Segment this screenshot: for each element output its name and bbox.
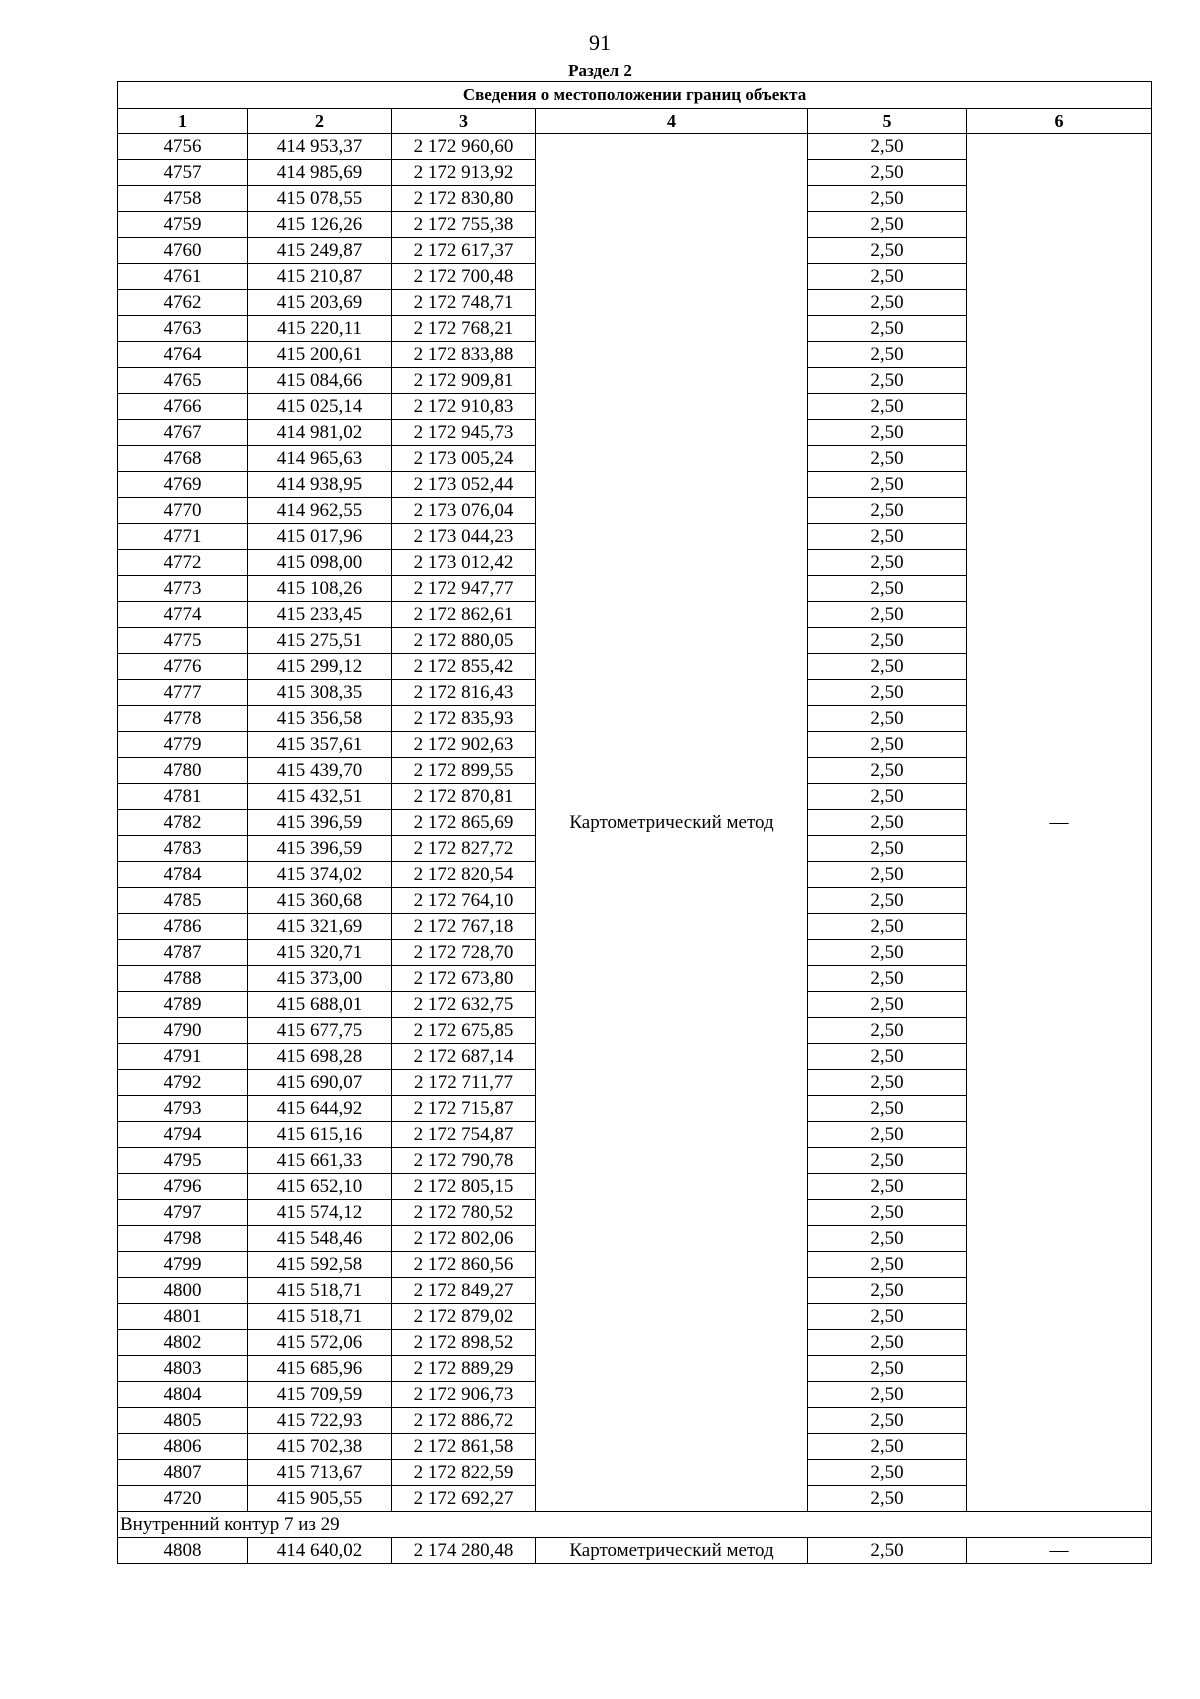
- coordinate-x: 414 981,02: [248, 420, 392, 446]
- point-number: 4795: [118, 1148, 248, 1174]
- coordinate-y: 2 172 617,37: [392, 238, 536, 264]
- point-number: 4806: [118, 1434, 248, 1460]
- coordinate-y: 2 172 827,72: [392, 836, 536, 862]
- coordinate-y: 2 172 768,21: [392, 316, 536, 342]
- coordinate-y: 2 172 675,85: [392, 1018, 536, 1044]
- accuracy: 2,50: [808, 914, 967, 940]
- accuracy: 2,50: [808, 1356, 967, 1382]
- accuracy: 2,50: [808, 966, 967, 992]
- accuracy: 2,50: [808, 420, 967, 446]
- coordinate-y: 2 173 005,24: [392, 446, 536, 472]
- section-title: Раздел 2: [568, 61, 632, 80]
- accuracy: 2,50: [808, 940, 967, 966]
- coordinate-x: 415 210,87: [248, 264, 392, 290]
- column-number-6: 6: [967, 109, 1152, 134]
- point-number: 4786: [118, 914, 248, 940]
- point-number: 4787: [118, 940, 248, 966]
- accuracy: 2,50: [808, 1070, 967, 1096]
- accuracy: 2,50: [808, 628, 967, 654]
- point-number: 4762: [118, 290, 248, 316]
- accuracy: 2,50: [808, 1408, 967, 1434]
- coordinate-x: 415 320,71: [248, 940, 392, 966]
- point-number: 4770: [118, 498, 248, 524]
- coordinate-y: 2 172 822,59: [392, 1460, 536, 1486]
- boundary-table: [117, 81, 1152, 1564]
- accuracy: 2,50: [808, 836, 967, 862]
- accuracy: 2,50: [808, 1044, 967, 1070]
- point-number: 4802: [118, 1330, 248, 1356]
- coordinate-x: 415 548,46: [248, 1226, 392, 1252]
- point-number: 4781: [118, 784, 248, 810]
- column-number-3: 3: [392, 109, 536, 134]
- table-caption: Сведения о местоположении границ объекта: [118, 82, 1152, 109]
- coordinate-x: 415 685,96: [248, 1356, 392, 1382]
- coordinate-x: 415 652,10: [248, 1174, 392, 1200]
- point-number: 4757: [118, 160, 248, 186]
- coordinate-x: 415 702,38: [248, 1434, 392, 1460]
- point-number: 4766: [118, 394, 248, 420]
- point-number: 4789: [118, 992, 248, 1018]
- coordinate-x: 415 321,69: [248, 914, 392, 940]
- point-number: 4798: [118, 1226, 248, 1252]
- point-number: 4796: [118, 1174, 248, 1200]
- coordinate-y: 2 172 960,60: [392, 134, 536, 160]
- point-number: 4756: [118, 134, 248, 160]
- point-number: 4780: [118, 758, 248, 784]
- column-number-2: 2: [248, 109, 392, 134]
- accuracy: 2,50: [808, 706, 967, 732]
- coordinate-y: 2 172 715,87: [392, 1096, 536, 1122]
- coordinate-y: 2 172 632,75: [392, 992, 536, 1018]
- point-number: 4758: [118, 186, 248, 212]
- point-number: 4776: [118, 654, 248, 680]
- column-number-4: 4: [536, 109, 808, 134]
- coordinate-x: 415 233,45: [248, 602, 392, 628]
- coordinate-y: 2 172 899,55: [392, 758, 536, 784]
- accuracy: 2,50: [808, 1096, 967, 1122]
- point-number: 4783: [118, 836, 248, 862]
- table-row: [118, 134, 1152, 160]
- accuracy: 2,50: [808, 342, 967, 368]
- coordinate-x: 415 688,01: [248, 992, 392, 1018]
- accuracy: 2,50: [808, 446, 967, 472]
- accuracy: 2,50: [808, 316, 967, 342]
- contour-body: [118, 1512, 1152, 1564]
- coordinate-x: 415 905,55: [248, 1486, 392, 1512]
- contour-label: Внутренний контур 7 из 29: [118, 1512, 1152, 1538]
- coordinate-y: 2 172 802,06: [392, 1226, 536, 1252]
- point-number: 4778: [118, 706, 248, 732]
- coordinate-y: 2 173 044,23: [392, 524, 536, 550]
- accuracy: 2,50: [808, 992, 967, 1018]
- coordinate-x: 415 308,35: [248, 680, 392, 706]
- point-number: 4779: [118, 732, 248, 758]
- coordinate-y: 2 172 687,14: [392, 1044, 536, 1070]
- coordinate-y: 2 172 830,80: [392, 186, 536, 212]
- coordinate-x: 415 360,68: [248, 888, 392, 914]
- coordinate-x: 415 722,93: [248, 1408, 392, 1434]
- coordinate-x: 415 374,02: [248, 862, 392, 888]
- accuracy: 2,50: [808, 498, 967, 524]
- coordinate-x: 414 962,55: [248, 498, 392, 524]
- coordinate-y: 2 172 909,81: [392, 368, 536, 394]
- table-body: [118, 134, 1152, 1512]
- coordinate-y: 2 173 052,44: [392, 472, 536, 498]
- method-cell: Картометрический метод: [536, 1538, 808, 1564]
- accuracy: 2,50: [808, 810, 967, 836]
- accuracy: 2,50: [808, 550, 967, 576]
- accuracy: 2,50: [808, 524, 967, 550]
- coordinate-y: 2 172 913,92: [392, 160, 536, 186]
- accuracy: 2,50: [808, 602, 967, 628]
- accuracy: 2,50: [808, 680, 967, 706]
- accuracy: 2,50: [808, 368, 967, 394]
- accuracy: 2,50: [808, 186, 967, 212]
- coordinate-y: 2 172 780,52: [392, 1200, 536, 1226]
- note-dash: —: [967, 1538, 1152, 1564]
- point-number: 4768: [118, 446, 248, 472]
- accuracy: 2,50: [808, 1434, 967, 1460]
- point-number: 4805: [118, 1408, 248, 1434]
- coordinate-x: 415 017,96: [248, 524, 392, 550]
- point-number: 4797: [118, 1200, 248, 1226]
- coordinate-y: 2 172 870,81: [392, 784, 536, 810]
- coordinate-y: 2 172 805,15: [392, 1174, 536, 1200]
- coordinate-y: 2 172 728,70: [392, 940, 536, 966]
- accuracy: 2,50: [808, 1382, 967, 1408]
- point-number: 4790: [118, 1018, 248, 1044]
- coordinate-x: 415 439,70: [248, 758, 392, 784]
- accuracy: 2,50: [808, 1122, 967, 1148]
- point-number: 4775: [118, 628, 248, 654]
- coordinate-y: 2 172 910,83: [392, 394, 536, 420]
- coordinate-x: 415 025,14: [248, 394, 392, 420]
- point-number: 4761: [118, 264, 248, 290]
- coordinate-y: 2 172 835,93: [392, 706, 536, 732]
- accuracy: 2,50: [808, 1148, 967, 1174]
- coordinate-x: 415 592,58: [248, 1252, 392, 1278]
- point-number: 4808: [118, 1538, 248, 1564]
- coordinate-y: 2 172 865,69: [392, 810, 536, 836]
- contour-label-row: [118, 1512, 1152, 1538]
- coordinate-y: 2 172 692,27: [392, 1486, 536, 1512]
- coordinate-y: 2 173 076,04: [392, 498, 536, 524]
- coordinate-x: 415 356,58: [248, 706, 392, 732]
- accuracy: 2,50: [808, 238, 967, 264]
- accuracy: 2,50: [808, 290, 967, 316]
- coordinate-x: 415 396,59: [248, 810, 392, 836]
- point-number: 4763: [118, 316, 248, 342]
- coordinate-x: 415 357,61: [248, 732, 392, 758]
- column-number-5: 5: [808, 109, 967, 134]
- accuracy: 2,50: [808, 160, 967, 186]
- point-number: 4788: [118, 966, 248, 992]
- coordinate-y: 2 172 790,78: [392, 1148, 536, 1174]
- point-number: 4720: [118, 1486, 248, 1512]
- coordinate-x: 415 698,28: [248, 1044, 392, 1070]
- coordinate-y: 2 172 880,05: [392, 628, 536, 654]
- coordinate-x: 415 220,11: [248, 316, 392, 342]
- accuracy: 2,50: [808, 862, 967, 888]
- coordinate-x: 415 574,12: [248, 1200, 392, 1226]
- coordinate-x: 414 938,95: [248, 472, 392, 498]
- coordinate-y: 2 172 855,42: [392, 654, 536, 680]
- point-number: 4791: [118, 1044, 248, 1070]
- point-number: 4774: [118, 602, 248, 628]
- coordinate-y: 2 172 754,87: [392, 1122, 536, 1148]
- accuracy: 2,50: [808, 212, 967, 238]
- point-number: 4765: [118, 368, 248, 394]
- point-number: 4777: [118, 680, 248, 706]
- coordinate-y: 2 172 849,27: [392, 1278, 536, 1304]
- coordinate-x: 415 299,12: [248, 654, 392, 680]
- coordinate-y: 2 172 898,52: [392, 1330, 536, 1356]
- point-number: 4773: [118, 576, 248, 602]
- coordinate-x: 415 275,51: [248, 628, 392, 654]
- coordinate-x: 415 396,59: [248, 836, 392, 862]
- accuracy: 2,50: [808, 472, 967, 498]
- coordinate-x: 415 203,69: [248, 290, 392, 316]
- point-number: 4804: [118, 1382, 248, 1408]
- accuracy: 2,50: [808, 1538, 967, 1564]
- point-number: 4801: [118, 1304, 248, 1330]
- contour-row: [118, 1538, 1152, 1564]
- coordinate-x: 414 640,02: [248, 1538, 392, 1564]
- coordinate-y: 2 172 764,10: [392, 888, 536, 914]
- coordinate-x: 415 249,87: [248, 238, 392, 264]
- coordinate-y: 2 172 889,29: [392, 1356, 536, 1382]
- accuracy: 2,50: [808, 394, 967, 420]
- coordinate-x: 415 518,71: [248, 1278, 392, 1304]
- coordinate-x: 415 200,61: [248, 342, 392, 368]
- coordinate-x: 415 126,26: [248, 212, 392, 238]
- coordinate-x: 415 084,66: [248, 368, 392, 394]
- note-dash: —: [967, 134, 1152, 1512]
- point-number: 4771: [118, 524, 248, 550]
- point-number: 4799: [118, 1252, 248, 1278]
- coordinate-x: 415 713,67: [248, 1460, 392, 1486]
- accuracy: 2,50: [808, 758, 967, 784]
- coordinate-x: 415 432,51: [248, 784, 392, 810]
- point-number: 4803: [118, 1356, 248, 1382]
- coordinate-y: 2 172 767,18: [392, 914, 536, 940]
- method-cell: Картометрический метод: [536, 134, 808, 1512]
- coordinate-y: 2 172 945,73: [392, 420, 536, 446]
- coordinate-x: 415 518,71: [248, 1304, 392, 1330]
- accuracy: 2,50: [808, 1330, 967, 1356]
- coordinate-y: 2 172 820,54: [392, 862, 536, 888]
- coordinate-x: 415 078,55: [248, 186, 392, 212]
- point-number: 4759: [118, 212, 248, 238]
- point-number: 4769: [118, 472, 248, 498]
- accuracy: 2,50: [808, 576, 967, 602]
- accuracy: 2,50: [808, 134, 967, 160]
- coordinate-y: 2 172 861,58: [392, 1434, 536, 1460]
- accuracy: 2,50: [808, 264, 967, 290]
- point-number: 4767: [118, 420, 248, 446]
- coordinate-y: 2 172 862,61: [392, 602, 536, 628]
- coordinate-x: 415 644,92: [248, 1096, 392, 1122]
- coordinate-x: 415 709,59: [248, 1382, 392, 1408]
- accuracy: 2,50: [808, 1200, 967, 1226]
- point-number: 4807: [118, 1460, 248, 1486]
- coordinate-x: 414 985,69: [248, 160, 392, 186]
- coordinate-y: 2 172 906,73: [392, 1382, 536, 1408]
- coordinate-y: 2 172 833,88: [392, 342, 536, 368]
- coordinate-y: 2 172 673,80: [392, 966, 536, 992]
- point-number: 4784: [118, 862, 248, 888]
- accuracy: 2,50: [808, 888, 967, 914]
- point-number: 4772: [118, 550, 248, 576]
- column-number-1: 1: [118, 109, 248, 134]
- accuracy: 2,50: [808, 1252, 967, 1278]
- coordinate-x: 415 690,07: [248, 1070, 392, 1096]
- accuracy: 2,50: [808, 1018, 967, 1044]
- coordinate-y: 2 172 755,38: [392, 212, 536, 238]
- accuracy: 2,50: [808, 654, 967, 680]
- coordinate-y: 2 172 879,02: [392, 1304, 536, 1330]
- coordinate-y: 2 172 886,72: [392, 1408, 536, 1434]
- accuracy: 2,50: [808, 1174, 967, 1200]
- coordinate-y: 2 173 012,42: [392, 550, 536, 576]
- coordinate-y: 2 172 700,48: [392, 264, 536, 290]
- accuracy: 2,50: [808, 1304, 967, 1330]
- point-number: 4794: [118, 1122, 248, 1148]
- accuracy: 2,50: [808, 1460, 967, 1486]
- page-number: 91: [589, 30, 611, 55]
- coordinate-y: 2 172 902,63: [392, 732, 536, 758]
- point-number: 4793: [118, 1096, 248, 1122]
- point-number: 4760: [118, 238, 248, 264]
- coordinate-x: 415 098,00: [248, 550, 392, 576]
- coordinate-y: 2 172 748,71: [392, 290, 536, 316]
- coordinate-x: 415 615,16: [248, 1122, 392, 1148]
- coordinate-x: 415 108,26: [248, 576, 392, 602]
- coordinate-x: 415 661,33: [248, 1148, 392, 1174]
- coordinate-x: 415 572,06: [248, 1330, 392, 1356]
- point-number: 4785: [118, 888, 248, 914]
- coordinate-y: 2 172 947,77: [392, 576, 536, 602]
- accuracy: 2,50: [808, 784, 967, 810]
- coordinate-x: 414 953,37: [248, 134, 392, 160]
- coordinate-y: 2 174 280,48: [392, 1538, 536, 1564]
- point-number: 4782: [118, 810, 248, 836]
- point-number: 4792: [118, 1070, 248, 1096]
- column-number-row: [118, 109, 1152, 134]
- point-number: 4764: [118, 342, 248, 368]
- coordinate-x: 415 677,75: [248, 1018, 392, 1044]
- accuracy: 2,50: [808, 1278, 967, 1304]
- accuracy: 2,50: [808, 1486, 967, 1512]
- coordinate-x: 414 965,63: [248, 446, 392, 472]
- accuracy: 2,50: [808, 1226, 967, 1252]
- coordinate-x: 415 373,00: [248, 966, 392, 992]
- point-number: 4800: [118, 1278, 248, 1304]
- accuracy: 2,50: [808, 732, 967, 758]
- coordinate-y: 2 172 860,56: [392, 1252, 536, 1278]
- coordinate-y: 2 172 816,43: [392, 680, 536, 706]
- coordinate-y: 2 172 711,77: [392, 1070, 536, 1096]
